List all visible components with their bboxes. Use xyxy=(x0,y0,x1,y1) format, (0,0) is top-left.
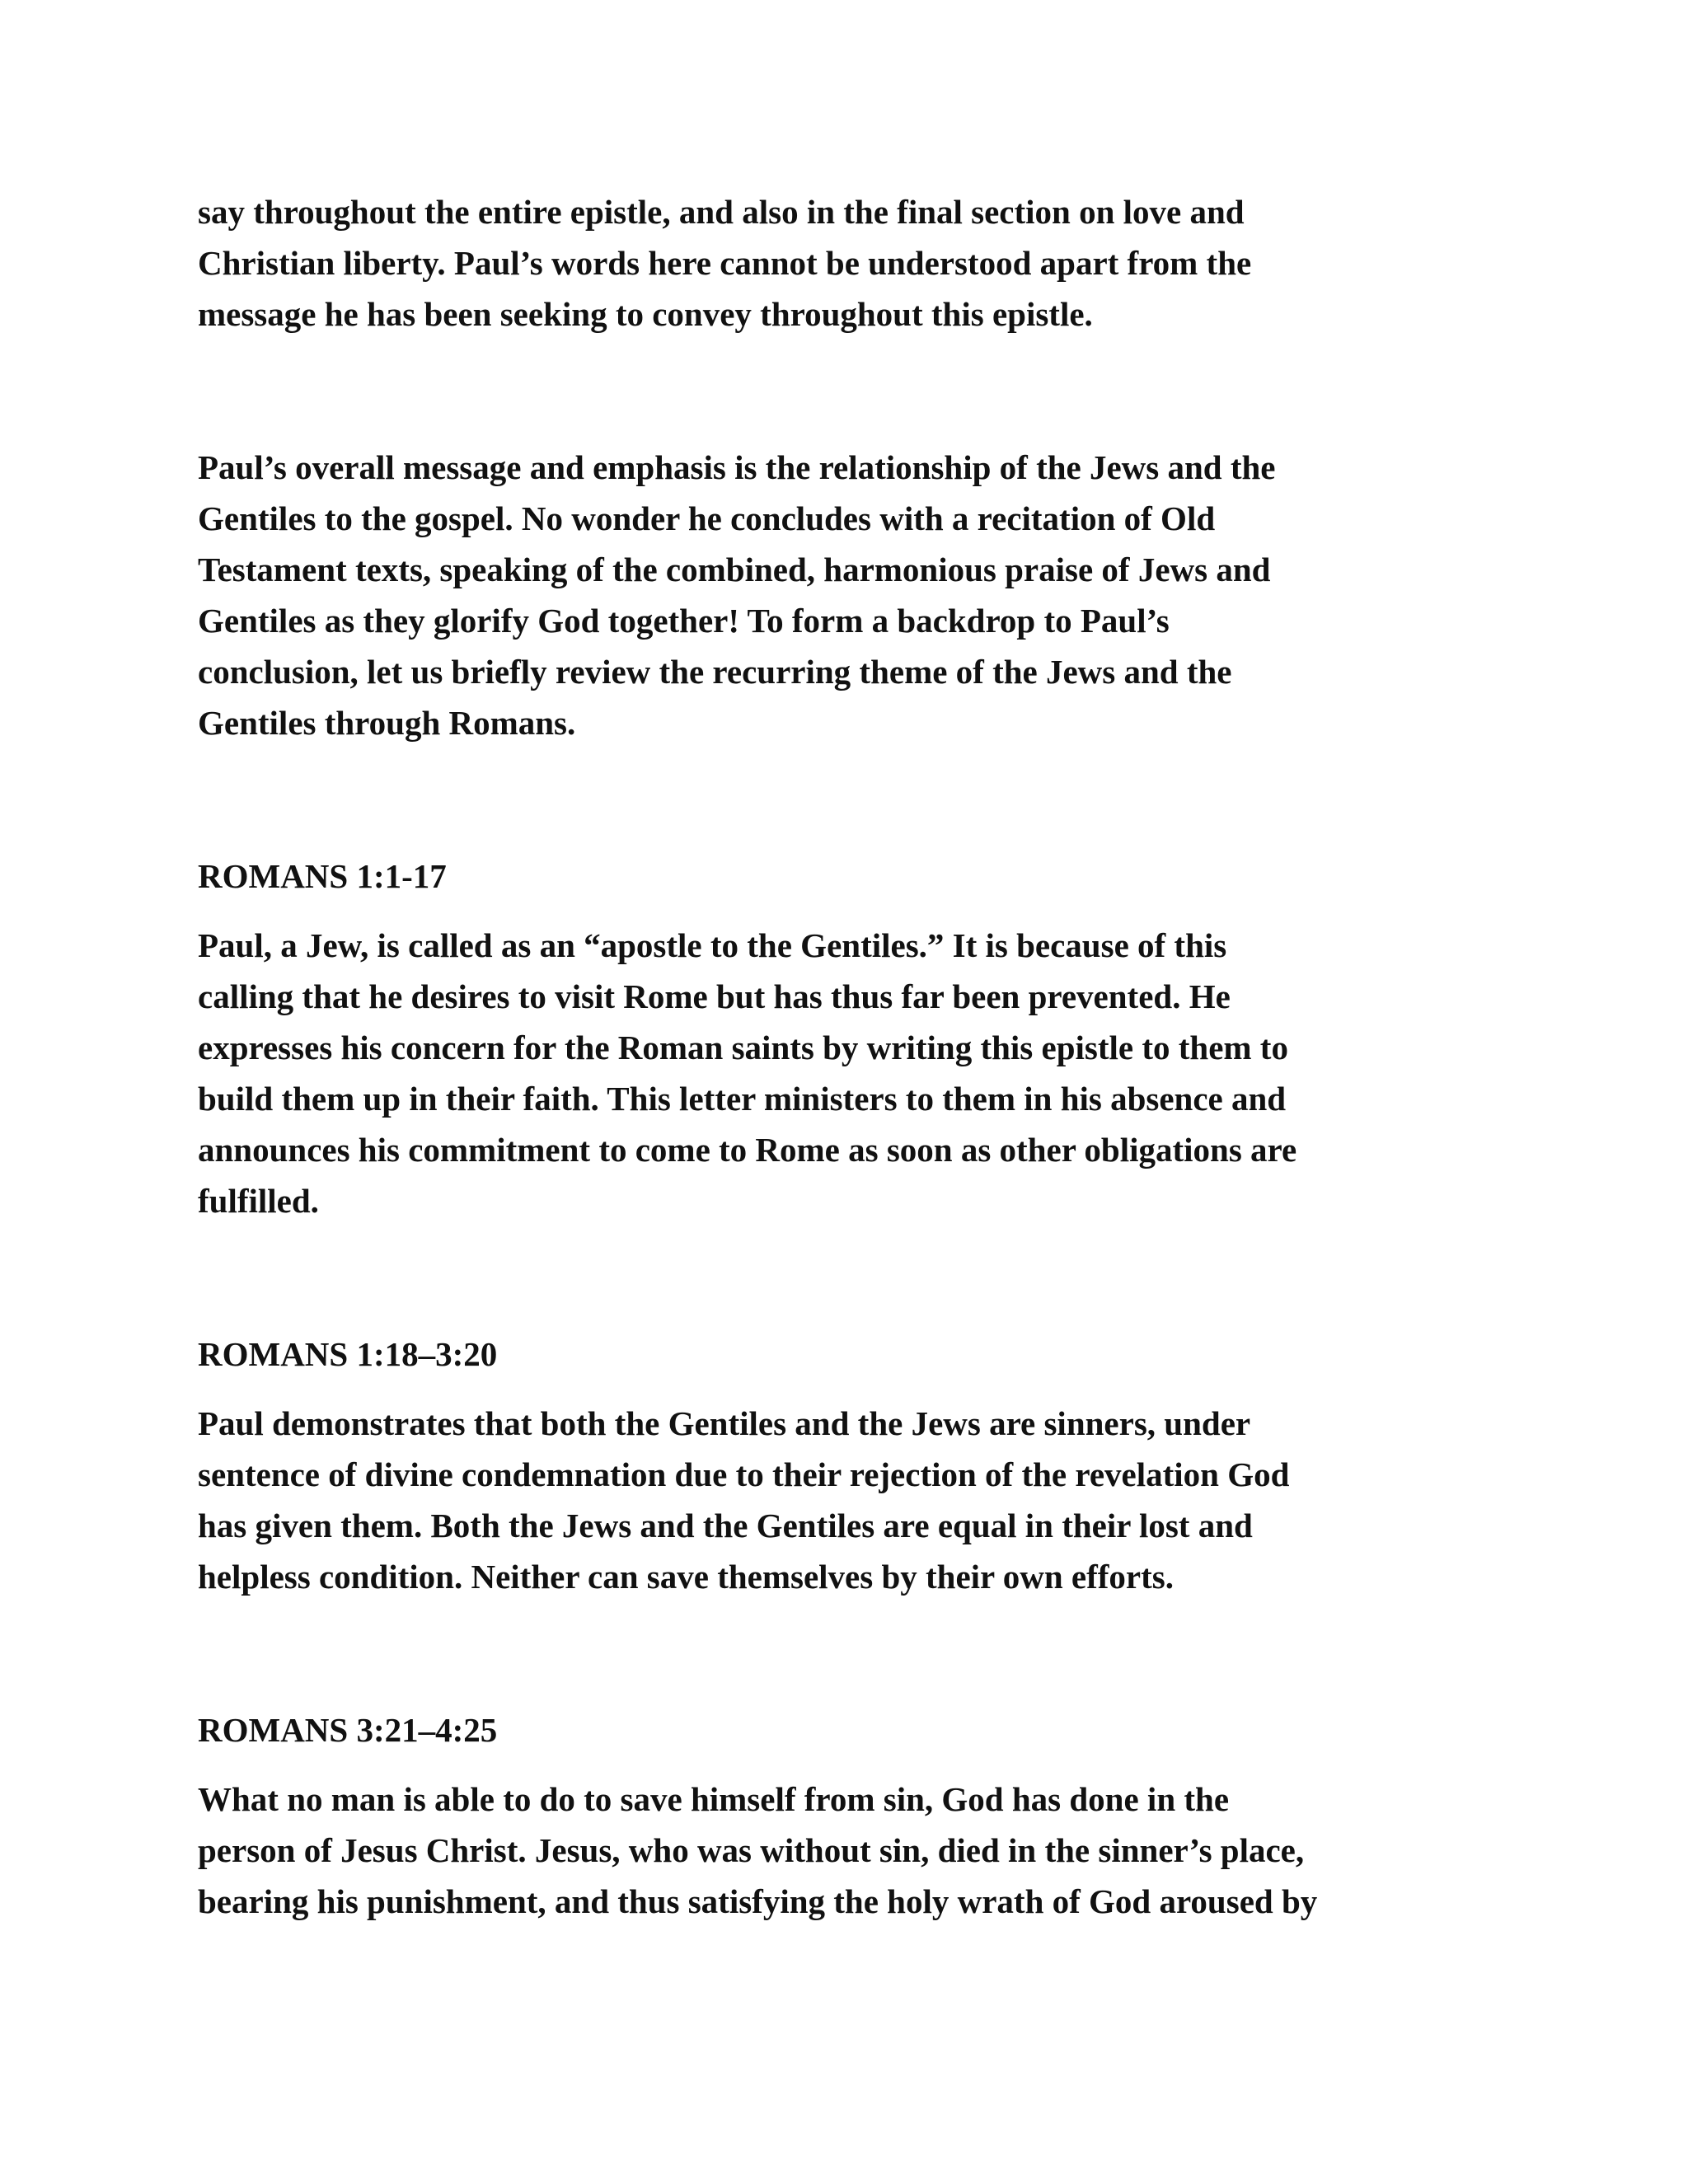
paragraph-spacer xyxy=(198,340,1484,442)
text-line: Gentiles to the gospel. No wonder he concludes with a recitation of Old xyxy=(198,499,1216,537)
text-line: expresses his concern for the Roman saints by writing this epistle to them to xyxy=(198,1029,1288,1066)
text-line: What no man is able to do to save himself from sin, God has done in the xyxy=(198,1780,1230,1818)
text-line: person of Jesus Christ. Jesus, who was without sin, died in the sinner’s place, xyxy=(198,1831,1305,1869)
text-line: say throughout the entire epistle, and also in the final section on love and xyxy=(198,193,1245,231)
section-heading-romans-3-21-4-25: ROMANS 3:21–4:25 xyxy=(198,1711,498,1749)
section-heading-romans-1-1-17: ROMANS 1:1-17 xyxy=(198,857,447,895)
paragraph-spacer xyxy=(198,1602,1484,1704)
text-line: Paul demonstrates that both the Gentiles and the Jews are sinners, under xyxy=(198,1404,1251,1442)
text-line: conclusion, let us briefly review the recurring theme of the Jews and the xyxy=(198,653,1232,691)
text-line: fulfilled. xyxy=(198,1182,319,1220)
paragraph-romans-1-18-3-20 xyxy=(198,1398,1484,1602)
text-line: announces his commitment to come to Rome as soon as other obligations are xyxy=(198,1131,1297,1169)
text-line: has given them. Both the Jews and the Gentiles are equal in their lost and xyxy=(198,1507,1253,1544)
paragraph-spacer xyxy=(198,1226,1484,1329)
text-line: Paul’s overall message and emphasis is the relationship of the Jews and the xyxy=(198,448,1276,486)
text-line: calling that he desires to visit Rome but has thus far been prevented. He xyxy=(198,977,1231,1015)
paragraph-romans-3-21-4-25 xyxy=(198,1774,1484,1927)
paragraph-spacer xyxy=(198,748,1484,851)
document-body xyxy=(198,186,1484,1927)
text-line: Christian liberty. Paul’s words here cannot be understood apart from the xyxy=(198,244,1252,282)
text-line: build them up in their faith. This letter ministers to them in his absence and xyxy=(198,1080,1287,1118)
text-line: Gentiles through Romans. xyxy=(198,704,576,742)
text-line: helpless condition. Neither can save themselves by their own efforts. xyxy=(198,1558,1174,1596)
paragraph-romans-1-1-17 xyxy=(198,920,1484,1226)
paragraph-overall-message xyxy=(198,442,1484,748)
text-line: Paul, a Jew, is called as an “apostle to the Gentiles.” It is because of this xyxy=(198,926,1227,964)
text-line: bearing his punishment, and thus satisfying the holy wrath of God aroused by xyxy=(198,1882,1318,1920)
text-line: Gentiles as they glorify God together! To form a backdrop to Paul’s xyxy=(198,602,1170,640)
heading-spacer xyxy=(198,1755,1484,1774)
text-line: Testament texts, speaking of the combined, harmonious praise of Jews and xyxy=(198,551,1271,588)
text-line: message he has been seeking to convey throughout this epistle. xyxy=(198,295,1093,333)
heading-spacer xyxy=(198,1380,1484,1398)
section-heading-romans-1-18-3-20: ROMANS 1:18–3:20 xyxy=(198,1335,498,1373)
paragraph-intro-continuation xyxy=(198,186,1484,340)
heading-spacer xyxy=(198,902,1484,920)
text-line: sentence of divine condemnation due to their rejection of the revelation God xyxy=(198,1455,1290,1493)
